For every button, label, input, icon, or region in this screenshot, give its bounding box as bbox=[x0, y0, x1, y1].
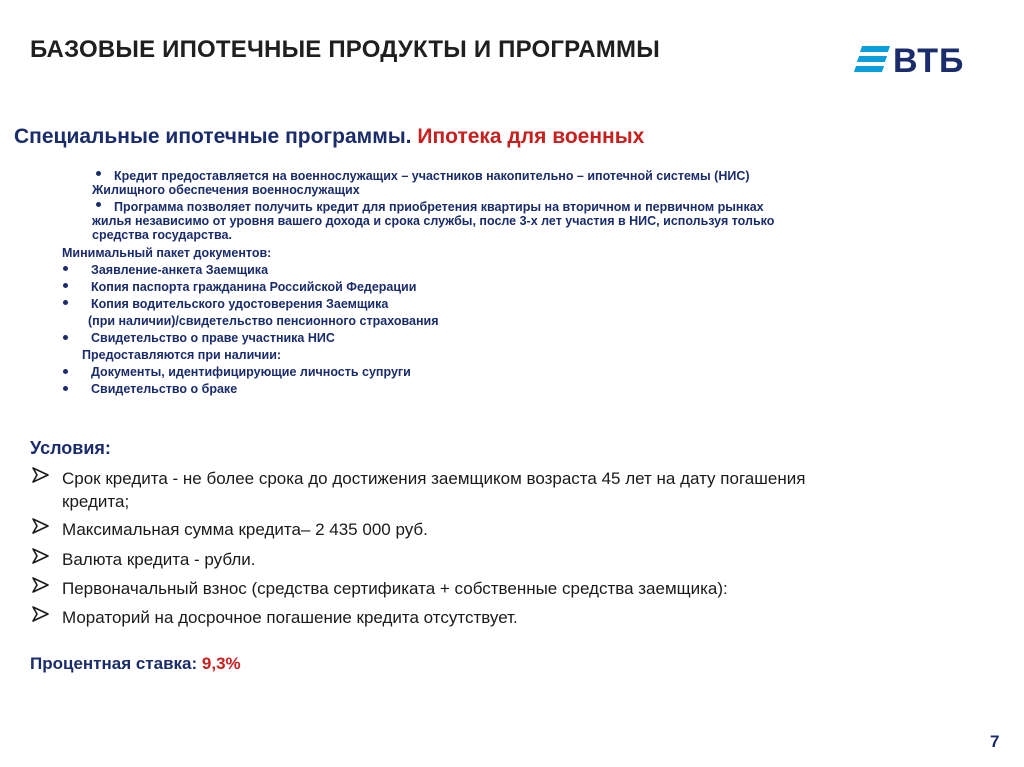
document-item: Заявление-анкета Заемщика bbox=[91, 263, 269, 277]
bullet-icon bbox=[63, 386, 68, 391]
arrow-bullet-icon bbox=[31, 576, 51, 594]
bullet-icon bbox=[63, 369, 68, 374]
intro-bullet-2-line-3: средства государства. bbox=[92, 228, 232, 242]
condition-1-line-1: Срок кредита - не более срока до достижения заемщиком возраста 45 лет на дату погашения bbox=[62, 469, 806, 488]
condition-4: Первоначальный взнос (средства сертификата + собственные средства заемщика): bbox=[62, 579, 728, 598]
logo-bars-icon bbox=[855, 46, 889, 72]
bullet-icon bbox=[63, 300, 68, 305]
intro-bullet-1-line-1: Кредит предоставляется на военнослужащих – участников накопительно – ипотечной системы (НИС) bbox=[114, 169, 750, 183]
bullet-icon bbox=[63, 283, 68, 288]
bullet-icon bbox=[63, 335, 68, 340]
condition-3: Валюта кредита - рубли. bbox=[62, 550, 256, 569]
logo-text: ВТБ bbox=[893, 42, 965, 80]
arrow-bullet-icon bbox=[31, 466, 51, 484]
condition-5: Мораторий на досрочное погашение кредита отсутствует. bbox=[62, 608, 518, 627]
document-item: Свидетельство о праве участника НИС bbox=[91, 331, 335, 345]
interest-rate bbox=[30, 654, 241, 674]
document-item: Свидетельство о браке bbox=[91, 382, 238, 396]
page-number: 7 bbox=[990, 732, 1000, 751]
documents-heading: Минимальный пакет документов: bbox=[62, 246, 272, 260]
bullet-icon bbox=[96, 202, 101, 207]
bullet-icon bbox=[63, 266, 68, 271]
document-item-continuation: (при наличии)/свидетельство пенсионного страхования bbox=[88, 314, 439, 328]
intro-bullet-2-line-1: Программа позволяет получить кредит для приобретения квартиры на вторичном и первичном рынках bbox=[114, 200, 764, 214]
section-subtitle bbox=[14, 125, 644, 149]
document-item: Копия паспорта гражданина Российской Федерации bbox=[91, 280, 417, 294]
arrow-bullet-icon bbox=[31, 517, 51, 535]
intro-bullet-1-line-2: Жилищного обеспечения военнослужащих bbox=[92, 183, 360, 197]
interest-rate-label: Процентная ставка: bbox=[30, 654, 198, 673]
condition-2: Максимальная сумма кредита– 2 435 000 руб. bbox=[62, 520, 428, 539]
subtitle-main: Специальные ипотечные программы. bbox=[14, 125, 412, 148]
interest-rate-value: 9,3% bbox=[201, 654, 241, 673]
subtitle-highlight: Ипотека для военных bbox=[417, 125, 645, 148]
bullet-icon bbox=[96, 171, 101, 176]
intro-bullet-2-line-2: жилья независимо от уровня вашего дохода и срока службы, после 3-х лет участия в НИС, используя только bbox=[92, 214, 775, 228]
documents-optional-heading: Предоставляются при наличии: bbox=[82, 348, 282, 362]
arrow-bullet-icon bbox=[31, 605, 51, 623]
conditions-title: Условия: bbox=[30, 438, 111, 458]
vtb-logo bbox=[855, 42, 967, 90]
condition-1-line-2: кредита; bbox=[62, 492, 130, 511]
document-item: Копия водительского удостоверения Заемщика bbox=[91, 297, 389, 311]
slide-title: БАЗОВЫЕ ИПОТЕЧНЫЕ ПРОДУКТЫ И ПРОГРАММЫ bbox=[30, 36, 660, 63]
document-item: Документы, идентифицирующие личность супруги bbox=[91, 365, 411, 379]
arrow-bullet-icon bbox=[31, 547, 51, 565]
